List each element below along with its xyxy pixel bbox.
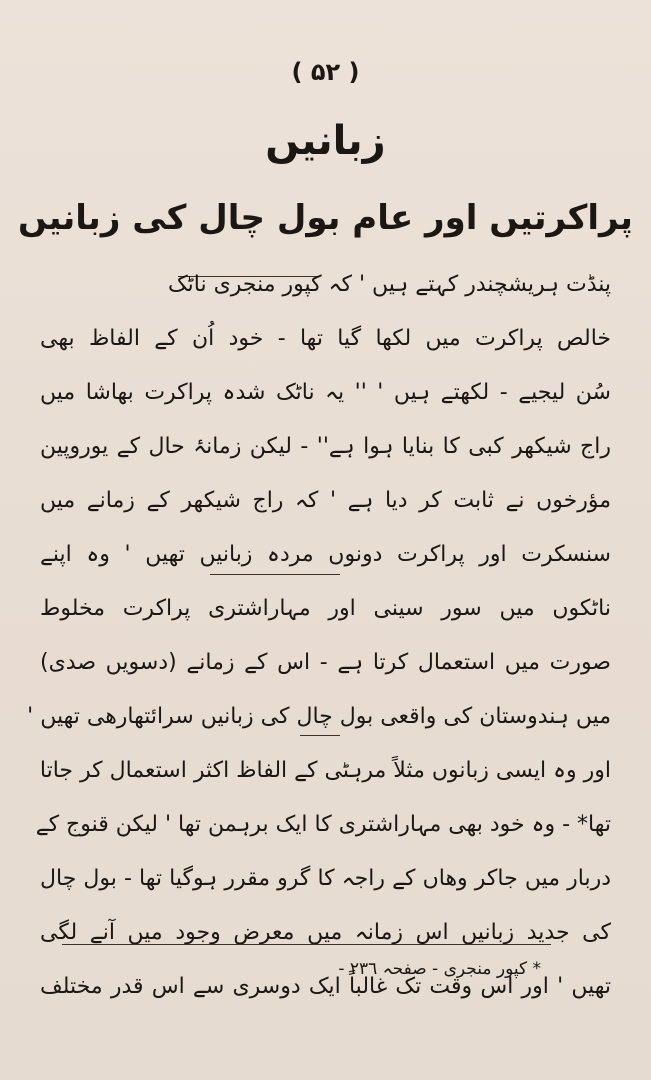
- chapter-title: زبانیں: [265, 118, 386, 164]
- text-line: خالص پراکرت میں لکھا گیا تھا - خود اُن کے الفاظ بھی: [40, 326, 611, 351]
- text-line: اور وہ ایسی زبانوں مثلاً مرہٹی کے الفاظ اکثر استعمال کر جاتا: [39, 758, 611, 783]
- text-line: راج شیکھر کبی کا بنایا ہوا ہے'' - لیکن زمانۂ حال کے یوروپین: [40, 434, 611, 459]
- body-text: [27, 258, 611, 1014]
- text-line: سُن لیجیے - لکھتے ہیں ' '' یہ ناٹک شدہ پراکرت بھاشا میں: [40, 380, 611, 405]
- text-line: دربار میں جاکر وھاں کے راجہ کا گرو مقرر ہوگیا تھا - بول چال: [40, 866, 611, 891]
- text-line: پنڈت ہریشچندر کہتے ہیں ' کہ کپور منجری ناٹک: [167, 272, 611, 297]
- text-line: تھا* - وہ خود بھی مہاراشتری کا ایک برہمن تھا ' لیکن قنوج کے: [35, 812, 611, 837]
- text-line: تھیں ' اور اس وقت تک غالباً ایک دوسری سے اس قدر مختلف: [40, 974, 611, 999]
- text-line: سنسکرت اور پراکرت دونوں مردہ زبانیں تھیں ' وہ اپنے: [40, 542, 611, 567]
- page-number: ( ۵۲ ): [291, 58, 360, 86]
- text-line: صورت میں استعمال کرتا ہے - اس کے زمانے (دسویں صدی): [40, 650, 611, 675]
- text-line: ناٹکوں میں سور سینی اور مہاراشتری پراکرت مخلوط: [40, 596, 611, 621]
- footnote-divider: [62, 944, 551, 945]
- footnote: * کپور منجری - صفحہ ۲۳٦ -: [338, 959, 541, 979]
- chapter-subtitle: پراکرتیں اور عام بول چال کی زبانیں: [18, 198, 633, 238]
- text-line: مؤرخوں نے ثابت کر دیا ہے ' کہ راج شیکھر کے زمانے میں: [40, 488, 611, 513]
- text-line: کی جدید زبانیں اس زمانہ میں معرض وجود میں آنے لگی: [40, 920, 611, 945]
- text-line: میں ہندوستان کی واقعی بول چال کی زبانیں سرائتھارھی تھیں ': [27, 704, 611, 729]
